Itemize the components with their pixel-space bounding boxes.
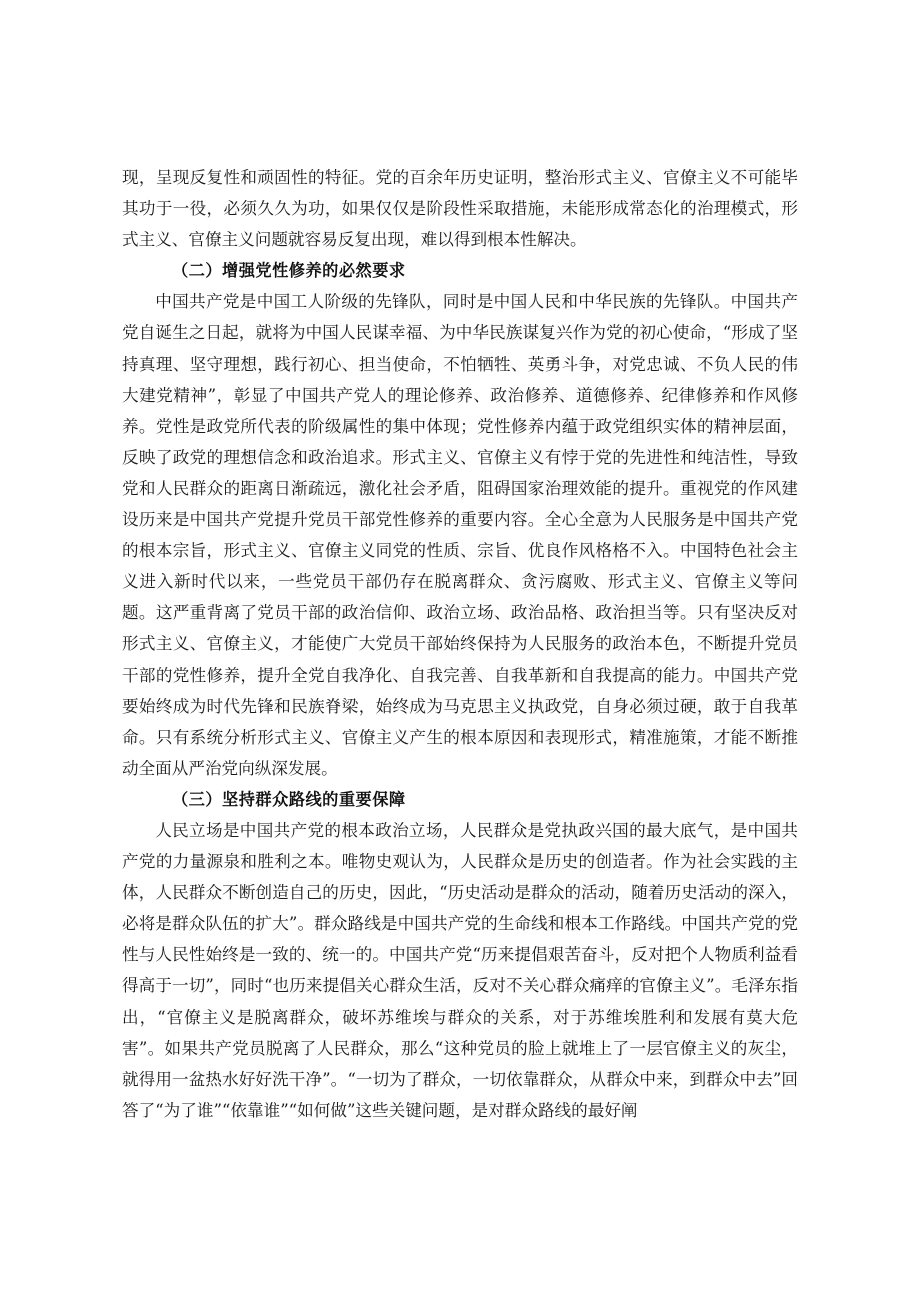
- section-3-paragraph: 人民立场是中国共产党的根本政治立场，人民群众是党执政兴国的最大底气，是中国共产党的力量源泉和胜利之本。唯物史观认为，人民群众是历史的创造者。作为社会实践的主体，人民群众不断创造自己的历史，因此，“历史活动是群众的活动，随着历史活动的深入，必将是群众队伍的扩大”。群众路线是中国共产党的生命线和根本工作路线。中国共产党的党性与人民性始终是一致的、统一的。中国共产党“历来提倡艰苦奋斗，反对把个人物质利益看得高于一切”，同时“也历来提倡关心群众生活，反对不关心群众痛痒的官僚主义”。毛泽东指出，“官僚主义是脱离群众，破坏苏维埃与群众的关系，对于苏维埃胜利和发展有莫大危害”。如果共产党员脱离了人民群众，那么“这种党员的脸上就堆上了一层官僚主义的灰尘，就得用一盆热水好好洗干净”。“一切为了群众，一切依靠群众，从群众中来，到群众中去”回答了“为了谁”“依靠谁”“如何做”这些关键问题，是对群众路线的最好阐: [122, 820, 798, 1120]
- section-heading-3: （三）坚持群众路线的重要保障: [172, 789, 406, 809]
- continuation-paragraph: 现，呈现反复性和顽固性的特征。党的百余年历史证明，整治形式主义、官僚主义不可能毕其功于一役，必须久久为功，如果仅仅是阶段性采取措施，未能形成常态化的治理模式，形式主义、官僚主义问题就容易反复出现，难以得到根本性解决。: [122, 168, 798, 250]
- document-body: [122, 162, 798, 1126]
- section-heading-2: （二）增强党性修养的必然要求: [172, 261, 406, 281]
- section-2-paragraph: 中国共产党是中国工人阶级的先锋队，同时是中国人民和中华民族的先锋队。中国共产党自诞生之日起，就将为中国人民谋幸福、为中华民族谋复兴作为党的初心使命，“形成了坚持真理、坚守理想，践行初心、担当使命，不怕牺牲、英勇斗争，对党忠诚、不负人民的伟大建党精神”，彰显了中国共产党人的理论修养、政治修养、道德修养、纪律修养和作风修养。党性是政党所代表的阶级属性的集中体现；党性修养内蕴于政党组织实体的精神层面，反映了政党的理想信念和政治追求。形式主义、官僚主义有悖于党的先进性和纯洁性，导致党和人民群众的距离日渐疏远，激化社会矛盾，阻碍国家治理效能的提升。重视党的作风建设历来是中国共产党提升党员干部党性修养的重要内容。全心全意为人民服务是中国共产党的根本宗旨，形式主义、官僚主义同党的性质、宗旨、优良作风格格不入。中国特色社会主义进入新时代以来，一些党员干部仍存在脱离群众、贪污腐败、形式主义、官僚主义等问题。这严重背离了党员干部的政治信仰、政治立场、政治品格、政治担当等。只有坚决反对形式主义、官僚主义，才能使广大党员干部始终保持为人民服务的政治本色，不断提升党员干部的党性修养，提升全党自我净化、自我完善、自我革新和自我提高的能力。中国共产党要始终成为时代先锋和民族脊梁，始终成为马克思主义执政党，自身必须过硬，敢于自我革命。只有系统分析形式主义、官僚主义产生的根本原因和表现形式，精准施策，才能不断推动全面从严治党向纵深发展。: [122, 292, 798, 778]
